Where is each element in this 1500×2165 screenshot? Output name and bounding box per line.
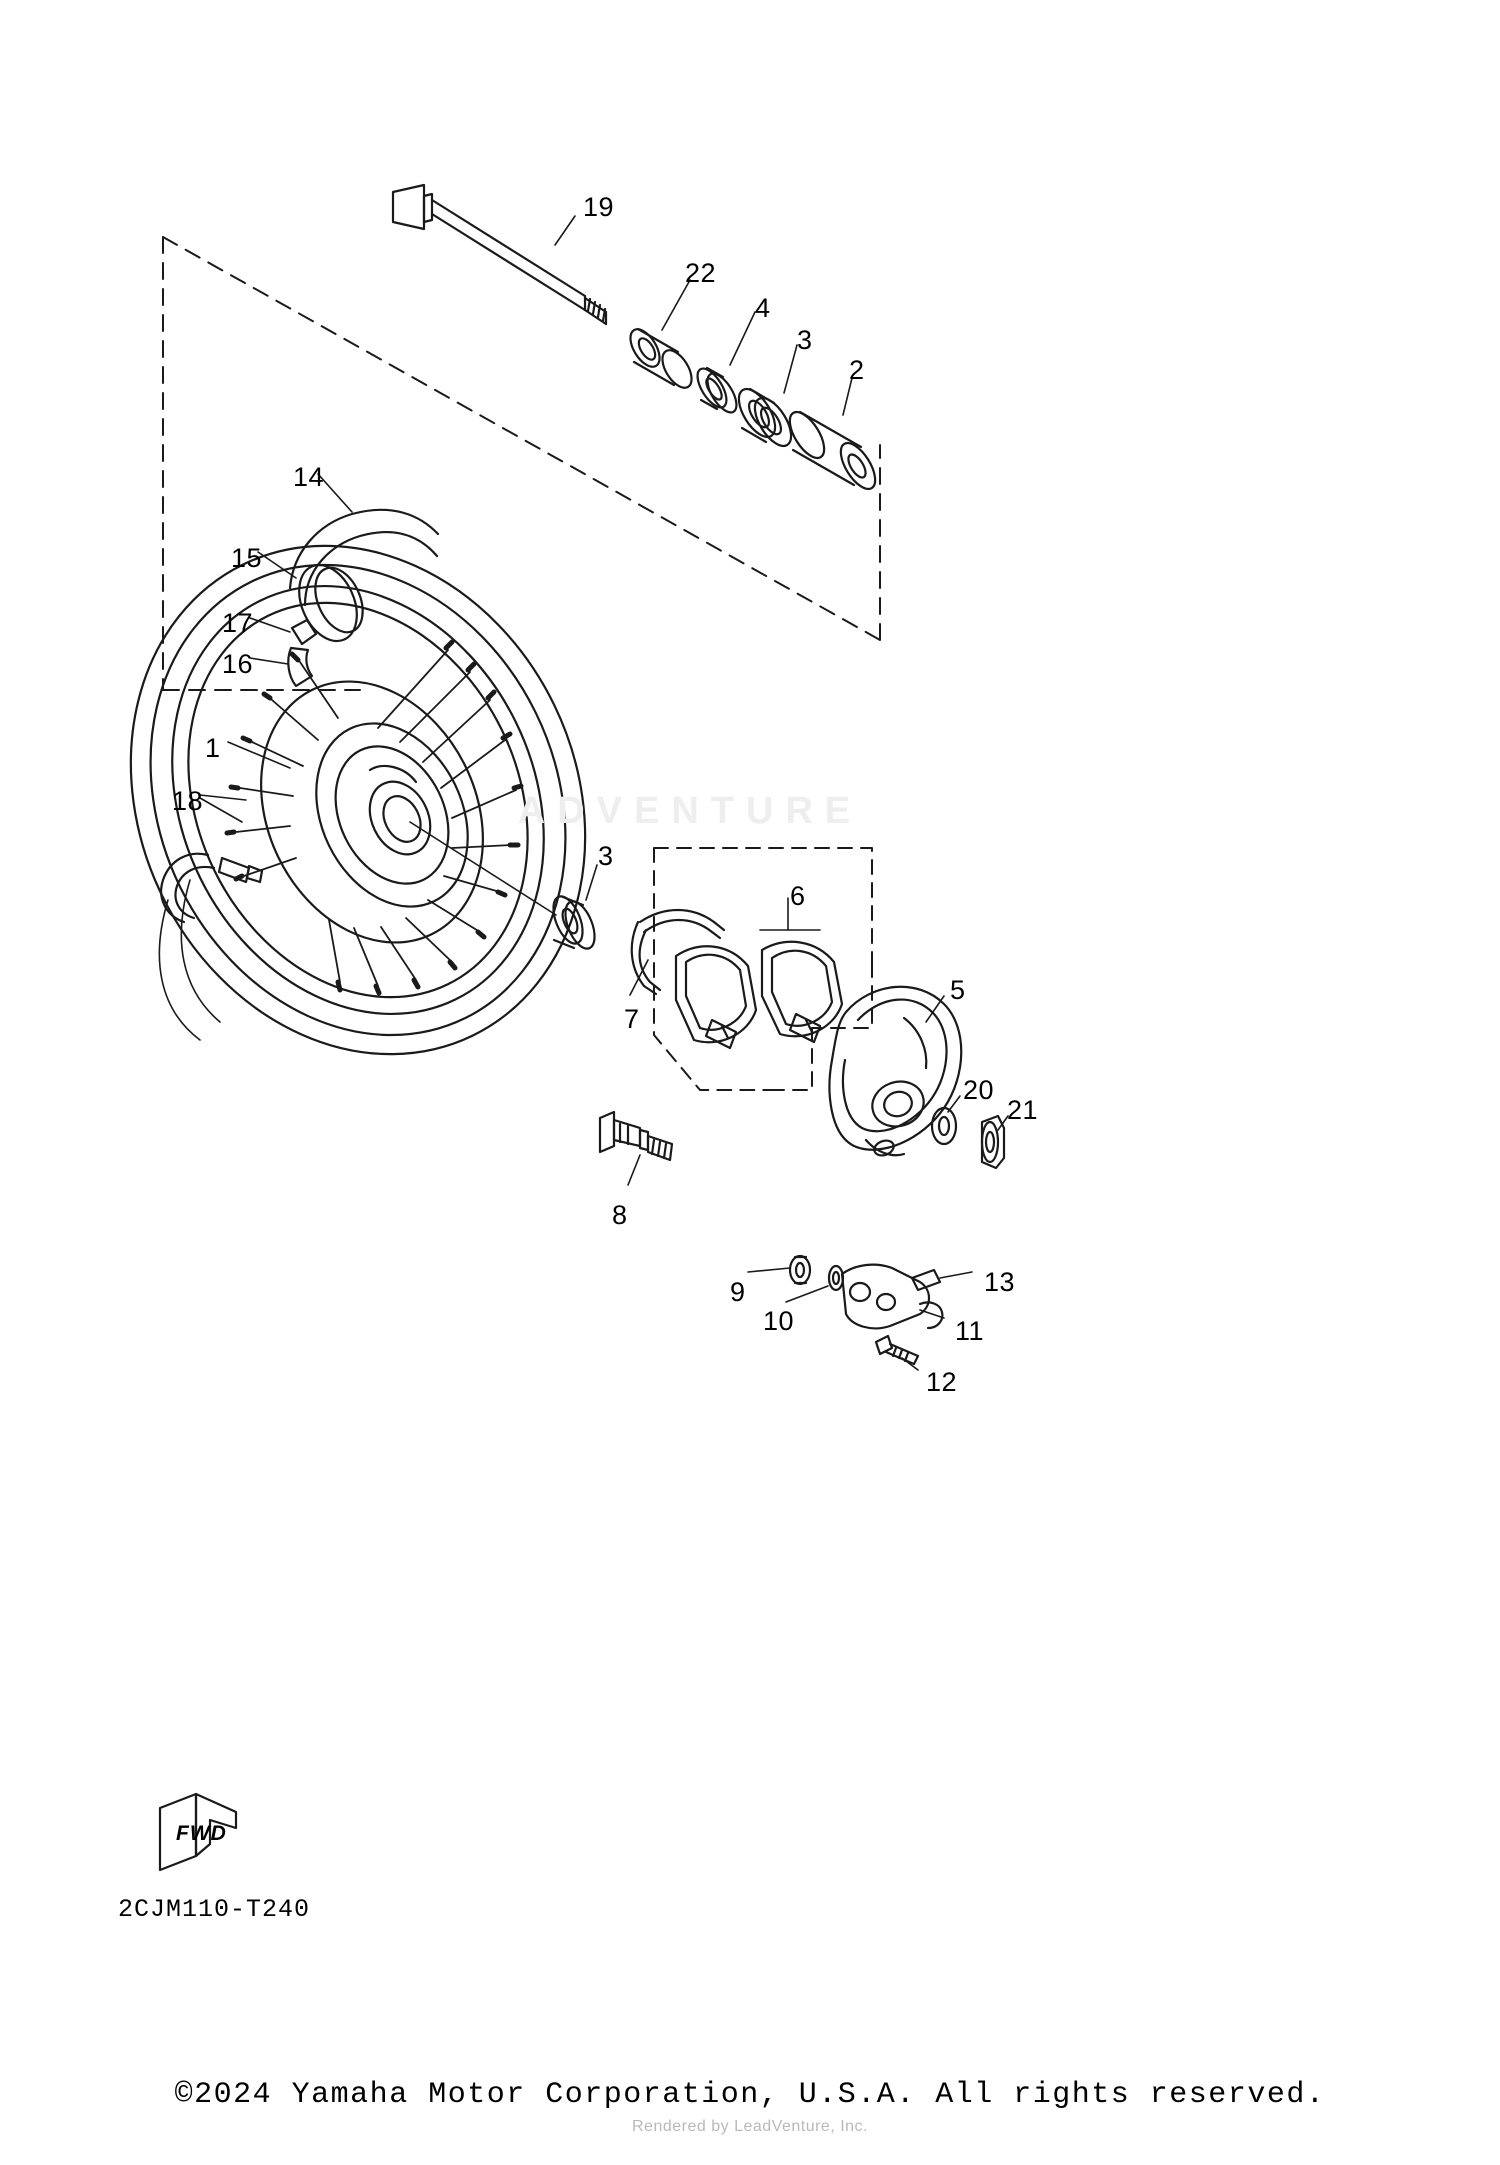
callout-17: 17 — [222, 608, 254, 638]
callout-6: 6 — [790, 881, 806, 911]
render-credit: Rendered by LeadVenture, Inc. — [632, 2118, 868, 2135]
callout-5: 5 — [950, 975, 966, 1005]
diagram-part-code: 2CJM110-T240 — [118, 1895, 311, 1924]
callout-13: 13 — [984, 1267, 1016, 1297]
callout-14: 14 — [293, 462, 325, 492]
callout-16: 16 — [222, 649, 254, 679]
callout-8: 8 — [612, 1200, 628, 1230]
callout-1: 1 — [205, 733, 221, 763]
callout-2: 2 — [849, 355, 865, 385]
callout-22: 22 — [685, 258, 717, 288]
callout-9: 9 — [730, 1277, 746, 1307]
callout-18: 18 — [172, 786, 204, 816]
watermark-text: ADVENTURE — [517, 790, 863, 832]
callout-21: 21 — [1007, 1095, 1039, 1125]
callout-3-bottom: 3 — [598, 841, 614, 871]
callout-3-top: 3 — [797, 325, 813, 355]
fwd-direction-label: FWD — [176, 1822, 227, 1845]
callout-19: 19 — [583, 192, 615, 222]
callout-11: 11 — [955, 1316, 985, 1346]
callout-10: 10 — [763, 1306, 795, 1336]
callout-12: 12 — [926, 1367, 958, 1397]
callout-20: 20 — [963, 1075, 995, 1105]
callout-4: 4 — [755, 293, 771, 323]
callout-15: 15 — [231, 543, 263, 573]
copyright-notice: ©2024 Yamaha Motor Corporation, U.S.A. All rights reserved. — [174, 2078, 1326, 2112]
callout-7: 7 — [624, 1004, 640, 1034]
